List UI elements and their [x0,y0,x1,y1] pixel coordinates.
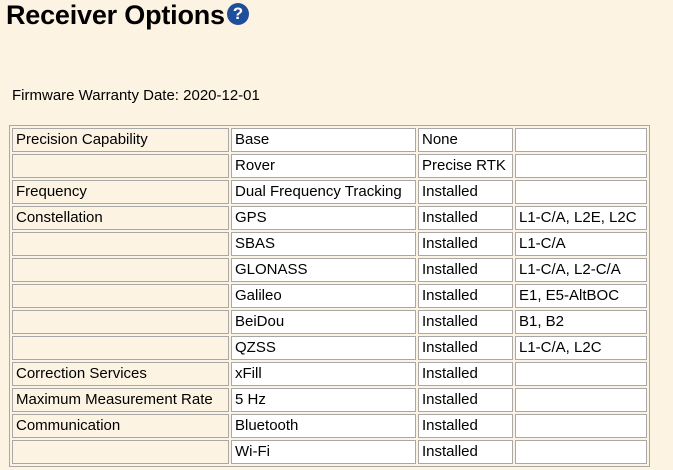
option-cell: Dual Frequency Tracking [231,180,416,204]
option-cell: Base [231,128,416,152]
detail-cell [515,180,647,204]
detail-cell [515,414,647,438]
table-row [12,440,647,464]
status-cell: Installed [418,362,513,386]
detail-cell [515,440,647,464]
option-cell: Rover [231,154,416,178]
table-row [12,258,647,282]
category-cell: Correction Services [12,362,229,386]
page-header [6,0,249,32]
option-cell: SBAS [231,232,416,256]
category-cell [12,258,229,282]
category-cell [12,310,229,334]
detail-cell: L1-C/A, L2C [515,336,647,360]
detail-cell [515,154,647,178]
category-cell: Communication [12,414,229,438]
detail-cell: L1-C/A [515,232,647,256]
option-cell: xFill [231,362,416,386]
page-title: Receiver Options [6,0,225,30]
table-row [12,414,647,438]
table-row [12,154,647,178]
status-cell: Installed [418,388,513,412]
status-cell: Installed [418,414,513,438]
status-cell: Installed [418,232,513,256]
receiver-options-table [9,125,650,467]
status-cell: Installed [418,284,513,308]
category-cell [12,154,229,178]
detail-cell: L1-C/A, L2-C/A [515,258,647,282]
category-cell [12,284,229,308]
table-row [12,388,647,412]
status-cell: None [418,128,513,152]
category-cell [12,336,229,360]
option-cell: BeiDou [231,310,416,334]
status-cell: Installed [418,206,513,230]
category-cell: Constellation [12,206,229,230]
detail-cell: E1, E5-AltBOC [515,284,647,308]
status-cell: Precise RTK [418,154,513,178]
option-cell: QZSS [231,336,416,360]
status-cell: Installed [418,336,513,360]
firmware-warranty-date: Firmware Warranty Date: 2020-12-01 [12,87,260,104]
detail-cell [515,128,647,152]
status-cell: Installed [418,310,513,334]
table-row [12,128,647,152]
options-table-body [12,128,647,464]
table-row [12,284,647,308]
option-cell: 5 Hz [231,388,416,412]
option-cell: Bluetooth [231,414,416,438]
option-cell: GPS [231,206,416,230]
table-row [12,310,647,334]
category-cell [12,232,229,256]
table-row [12,336,647,360]
category-cell [12,440,229,464]
category-cell: Precision Capability [12,128,229,152]
category-cell: Frequency [12,180,229,204]
option-cell: GLONASS [231,258,416,282]
category-cell: Maximum Measurement Rate [12,388,229,412]
detail-cell [515,388,647,412]
detail-cell [515,362,647,386]
detail-cell: L1-C/A, L2E, L2C [515,206,647,230]
option-cell: Galileo [231,284,416,308]
table-row [12,206,647,230]
option-cell: Wi-Fi [231,440,416,464]
table-row [12,362,647,386]
status-cell: Installed [418,440,513,464]
table-row [12,180,647,204]
table-row [12,232,647,256]
status-cell: Installed [418,258,513,282]
status-cell: Installed [418,180,513,204]
detail-cell: B1, B2 [515,310,647,334]
question-circle-icon[interactable]: ? [227,3,249,25]
